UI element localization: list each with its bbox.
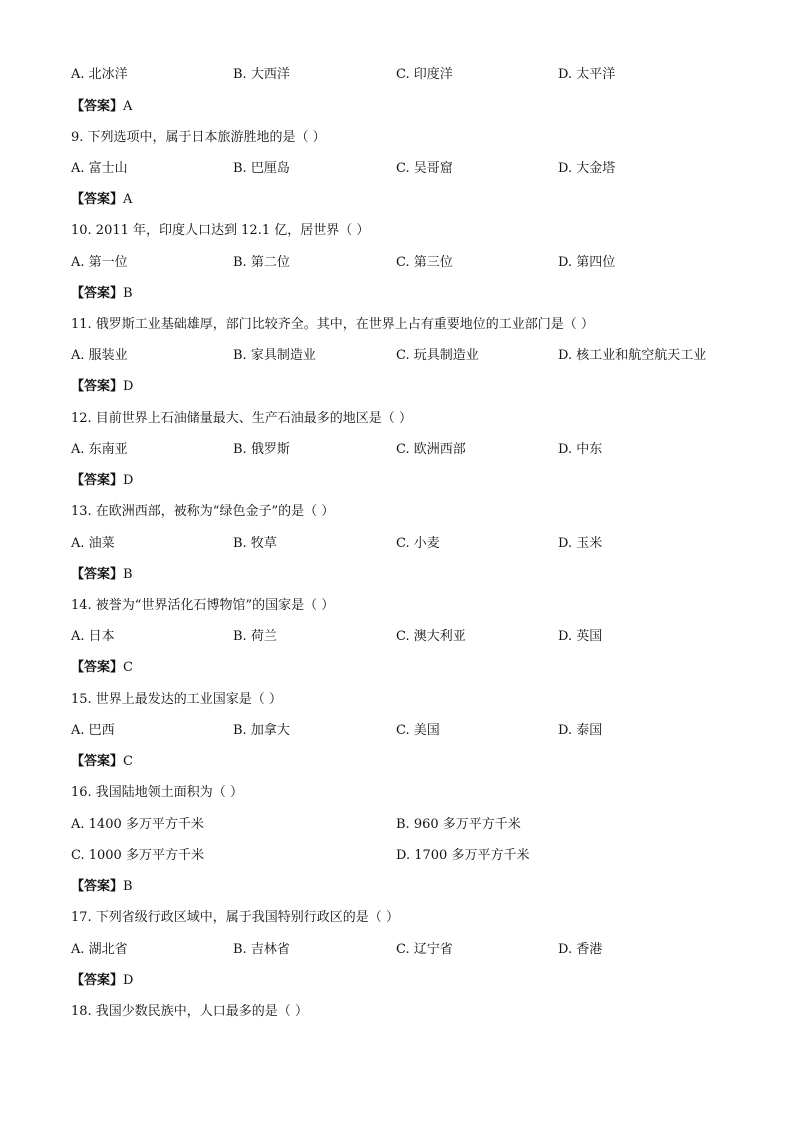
answer-label: 【答案】: [71, 567, 124, 582]
q16-answer: [71, 878, 133, 896]
answer-value: C: [123, 754, 133, 769]
q13-question: 13. 在欧洲西部，被称为“绿色金子”的是（ ）: [71, 504, 335, 519]
q15-option-d: D. 泰国: [558, 723, 603, 738]
answer-value: B: [123, 567, 133, 582]
q16-question: 16. 我国陆地领土面积为（ ）: [71, 785, 243, 800]
q8-option-d: D. 太平洋: [558, 67, 616, 82]
q12-option-b: B. 俄罗斯: [233, 442, 290, 457]
q11-option-a: A. 服装业: [71, 348, 128, 363]
q11-option-c: C. 玩具制造业: [396, 348, 479, 363]
q8-answer: [71, 98, 132, 116]
q9-option-b: B. 巴厘岛: [233, 161, 290, 176]
q16-option-d: D. 1700 多万平方千米: [396, 848, 530, 863]
q15-answer: [71, 753, 133, 771]
q13-option-d: D. 玉米: [558, 536, 603, 551]
q13-option-c: C. 小麦: [396, 536, 440, 551]
q14-option-a: A. 日本: [71, 629, 115, 644]
q10-option-c: C. 第三位: [396, 255, 453, 270]
answer-value: A: [123, 192, 133, 207]
q8-option-a: A. 北冰洋: [71, 67, 128, 82]
q10-question: 10. 2011 年，印度人口达到 12.1 亿，居世界（ ）: [71, 223, 370, 238]
q18-question: 18. 我国少数民族中，人口最多的是（ ）: [71, 1004, 308, 1019]
answer-label: 【答案】: [71, 660, 124, 675]
answer-value: D: [123, 473, 134, 488]
answer-label: 【答案】: [71, 192, 124, 207]
q8-option-c: C. 印度洋: [396, 67, 453, 82]
q15-option-b: B. 加拿大: [233, 723, 290, 738]
answer-label: 【答案】: [71, 473, 124, 488]
q10-option-b: B. 第二位: [233, 255, 290, 270]
q9-option-a: A. 富士山: [71, 161, 128, 176]
q14-answer: [71, 659, 133, 677]
q17-answer: [71, 972, 133, 990]
answer-label: 【答案】: [71, 973, 124, 988]
q12-option-c: C. 欧洲西部: [396, 442, 466, 457]
answer-label: 【答案】: [71, 379, 124, 394]
q14-option-b: B. 荷兰: [233, 629, 277, 644]
answer-label: 【答案】: [71, 879, 124, 894]
q17-question: 17. 下列省级行政区域中，属于我国特别行政区的是（ ）: [71, 910, 399, 925]
answer-label: 【答案】: [71, 754, 124, 769]
q16-option-a: A. 1400 多万平方千米: [71, 817, 204, 832]
q9-option-d: D. 大金塔: [558, 161, 616, 176]
q15-option-a: A. 巴西: [71, 723, 115, 738]
answer-value: D: [123, 379, 134, 394]
q9-answer: [71, 191, 132, 209]
q11-option-b: B. 家具制造业: [233, 348, 316, 363]
q14-option-d: D. 英国: [558, 629, 603, 644]
q10-option-d: D. 第四位: [558, 255, 616, 270]
answer-value: A: [123, 99, 133, 114]
q17-option-b: B. 吉林省: [233, 942, 290, 957]
q12-option-a: A. 东南亚: [71, 442, 128, 457]
q12-answer: [71, 472, 133, 490]
q10-option-a: A. 第一位: [71, 255, 128, 270]
q15-question: 15. 世界上最发达的工业国家是（ ）: [71, 692, 282, 707]
answer-label: 【答案】: [71, 286, 124, 301]
q13-answer: [71, 566, 133, 584]
q15-option-c: C. 美国: [396, 723, 440, 738]
q9-option-c: C. 吴哥窟: [396, 161, 453, 176]
q17-option-c: C. 辽宁省: [396, 942, 453, 957]
q8-option-b: B. 大西洋: [233, 67, 290, 82]
q17-option-a: A. 湖北省: [71, 942, 128, 957]
q13-option-b: B. 牧草: [233, 536, 277, 551]
q13-option-a: A. 油菜: [71, 536, 115, 551]
answer-value: D: [123, 973, 134, 988]
q11-question: 11. 俄罗斯工业基础雄厚，部门比较齐全。其中，在世界上占有重要地位的工业部门是（ ）: [71, 317, 594, 332]
q10-answer: [71, 285, 133, 303]
q11-answer: [71, 378, 133, 396]
q16-option-c: C. 1000 多万平方千米: [71, 848, 204, 863]
q16-option-b: B. 960 多万平方千米: [396, 817, 521, 832]
q12-question: 12. 目前世界上石油储量最大、生产石油最多的地区是（ ）: [71, 411, 412, 426]
answer-value: C: [123, 660, 133, 675]
q11-option-d: D. 核工业和航空航天工业: [558, 348, 707, 363]
answer-value: B: [123, 879, 133, 894]
answer-label: 【答案】: [71, 99, 124, 114]
q17-option-d: D. 香港: [558, 942, 603, 957]
answer-value: B: [123, 286, 133, 301]
q9-question: 9. 下列选项中，属于日本旅游胜地的是（ ）: [71, 130, 326, 145]
q14-question: 14. 被誉为“世界活化石博物馆”的国家是（ ）: [71, 598, 335, 613]
q12-option-d: D. 中东: [558, 442, 603, 457]
q14-option-c: C. 澳大利亚: [396, 629, 466, 644]
